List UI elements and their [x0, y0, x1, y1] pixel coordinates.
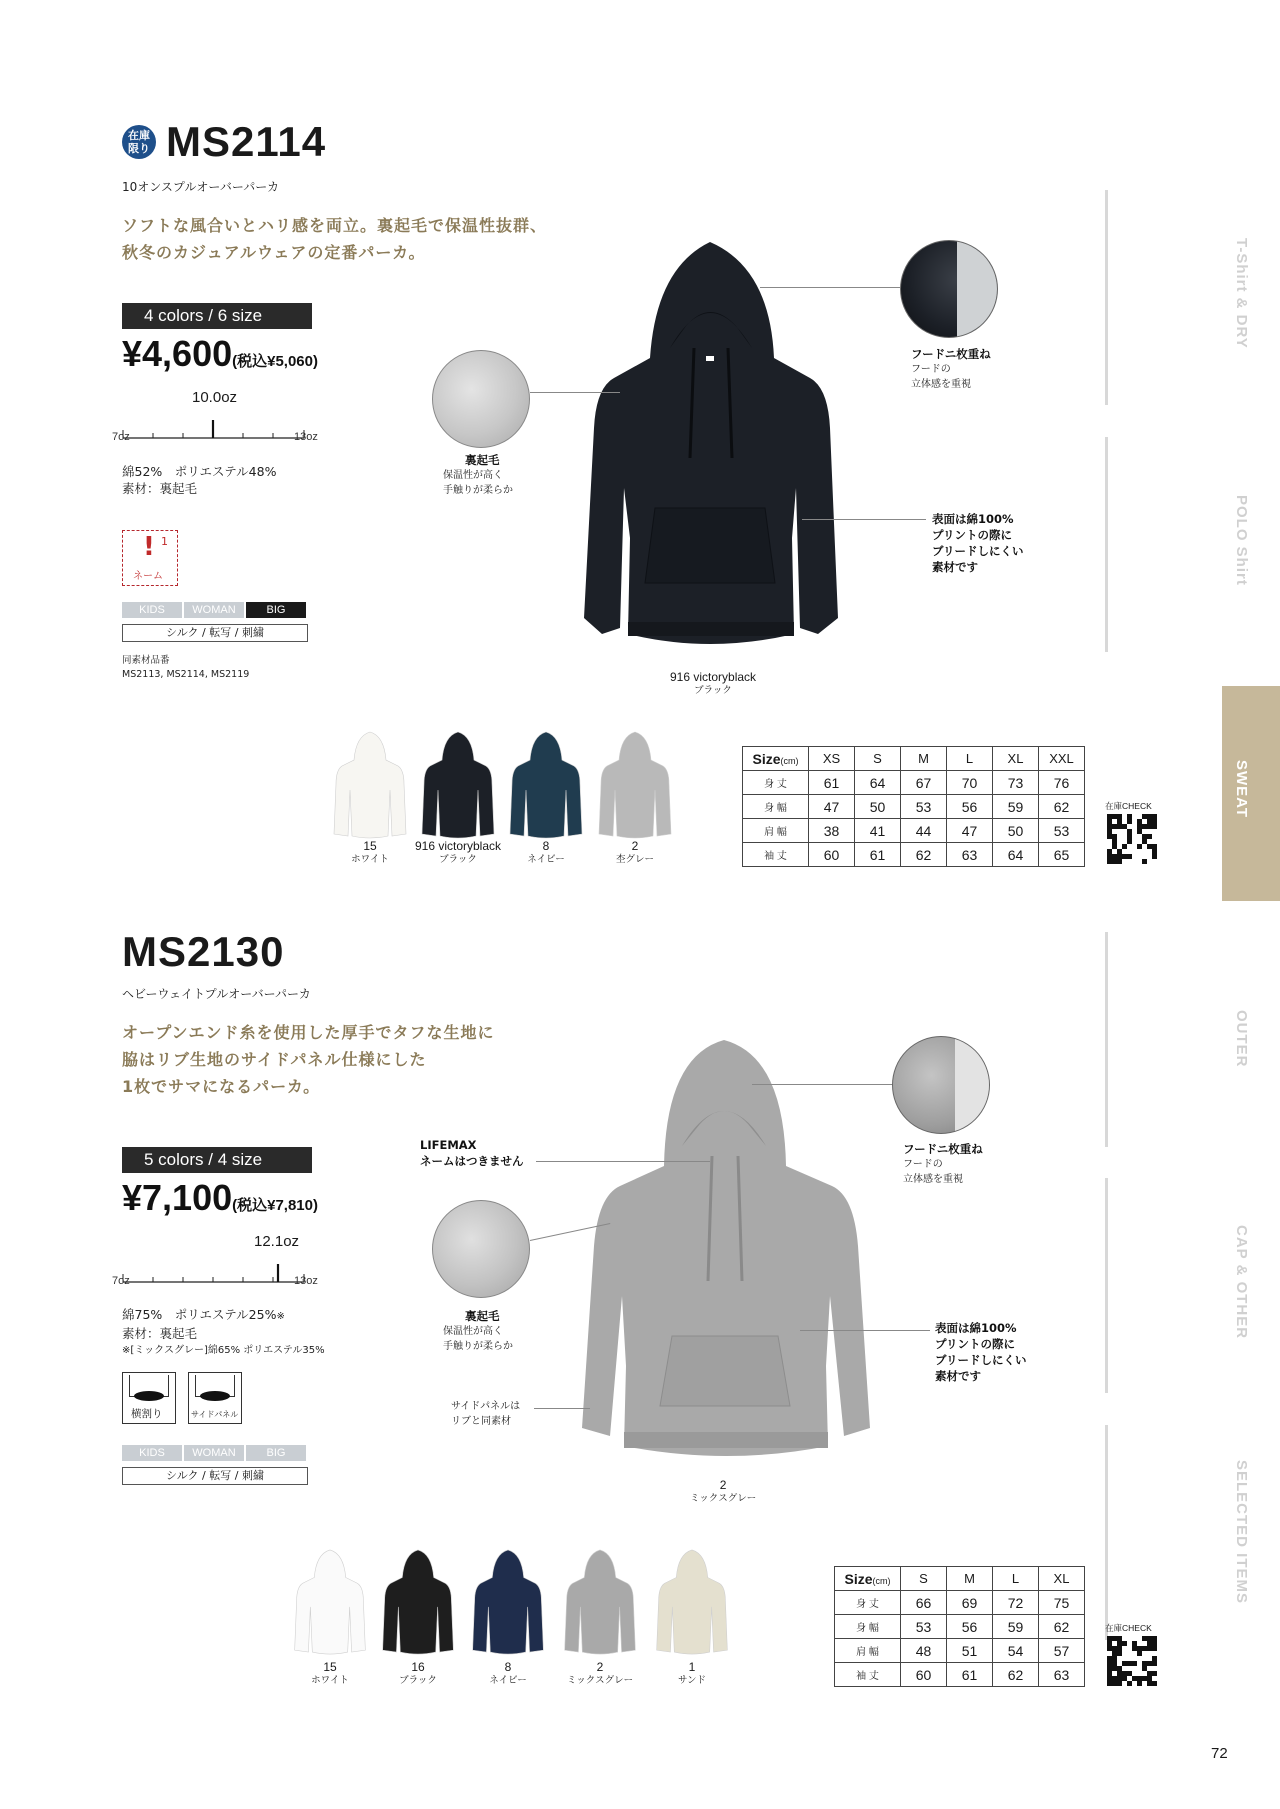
name-icon-number: 1 — [161, 535, 168, 548]
print-methods: シルク / 転写 / 刺繍 — [122, 1467, 308, 1485]
swatch-code: 16 — [411, 1660, 425, 1674]
swatch-heather-gray[interactable] — [597, 730, 673, 840]
swatch-caption — [340, 839, 400, 867]
fit-tags — [122, 1445, 306, 1461]
leader-line — [536, 1161, 710, 1162]
cell: 73 — [993, 771, 1039, 795]
cell: 56 — [947, 795, 993, 819]
callout-cotton-line: 素材です — [935, 1369, 981, 1383]
swatch-caption — [388, 1660, 448, 1688]
size-unit: (cm) — [872, 1575, 891, 1586]
swatch-caption — [662, 1660, 722, 1688]
cell: 62 — [1039, 1615, 1085, 1639]
leader-line — [534, 1408, 590, 1409]
scale-max: 13oz — [294, 1275, 318, 1287]
tag-big: BIG — [246, 1445, 306, 1461]
name-label-icon — [122, 530, 178, 586]
table-row — [743, 843, 1085, 867]
size-header: XXL — [1039, 747, 1085, 771]
swatch-shape — [565, 1550, 636, 1654]
swatch-sand[interactable] — [650, 1548, 734, 1656]
side-divider — [1105, 1425, 1108, 1640]
side-item-selected[interactable]: SELECTED ITEMS — [1233, 1460, 1250, 1605]
material-footnote-mark: ※ — [276, 1311, 285, 1322]
qr-code-icon[interactable] — [1107, 1636, 1157, 1686]
cell: 47 — [809, 795, 855, 819]
price-tax: (税込¥5,060) — [232, 353, 318, 370]
side-item-outer[interactable]: OUTER — [1233, 1010, 1250, 1068]
swatch-code: 2 — [631, 839, 639, 853]
main-color-caption — [670, 670, 756, 698]
callout-cotton — [935, 1320, 1027, 1384]
catch-copy — [122, 1019, 495, 1100]
price — [122, 333, 318, 375]
table-row — [835, 1663, 1085, 1687]
cell: 75 — [1039, 1591, 1085, 1615]
same-material-list: MS2113, MS2114, MS2119 — [122, 669, 250, 680]
side-item-sweat-bg[interactable] — [1222, 686, 1280, 901]
main-color-name: ブラック — [694, 685, 732, 696]
print-methods: シルク / 転写 / 刺繍 — [122, 624, 308, 642]
row-label: 肩 幅 — [743, 819, 809, 843]
cell: 59 — [993, 1615, 1039, 1639]
fleece-detail-image — [432, 1200, 530, 1298]
size-header: L — [947, 747, 993, 771]
callout-hood-title: フードニ枚重ね — [911, 347, 991, 361]
callout-lifemax — [420, 1137, 524, 1169]
cell: 53 — [901, 1615, 947, 1639]
row-label: 身 丈 — [743, 771, 809, 795]
stock-limited-badge — [122, 125, 156, 159]
table-row — [743, 795, 1085, 819]
swatch-black[interactable] — [420, 730, 496, 840]
cell: 50 — [855, 795, 901, 819]
yokowari-label: 横割り — [131, 1408, 163, 1420]
cell: 44 — [901, 819, 947, 843]
cell: 60 — [901, 1663, 947, 1687]
scale-min: 7oz — [112, 431, 130, 443]
size-header: S — [901, 1567, 947, 1591]
catch-line: ソフトな風合いとハリ感を両立。裏起毛で保温性抜群、 — [122, 216, 548, 235]
hood-detail-image — [900, 240, 998, 338]
swatch-white[interactable] — [332, 730, 408, 840]
cell: 62 — [1039, 795, 1085, 819]
callout-hood-body: 立体感を重視 — [911, 379, 971, 390]
swatch-name: サンド — [677, 1675, 707, 1686]
yokowari-icon — [122, 1372, 176, 1424]
size-header: XL — [1039, 1567, 1085, 1591]
side-panel-label: サイドパネル — [191, 1410, 239, 1419]
qr-label: 在庫CHECK — [1105, 1623, 1152, 1633]
callout-hood-body: フードの — [911, 364, 951, 375]
size-header: S — [855, 747, 901, 771]
material-note: ※[ミックスグレー]綿65% ポリエステル35% — [122, 1345, 325, 1356]
cell: 59 — [993, 795, 1039, 819]
swatch-caption — [516, 839, 576, 867]
table-row — [743, 771, 1085, 795]
swatch-code: 8 — [542, 839, 550, 853]
cell: 63 — [1039, 1663, 1085, 1687]
table-row — [743, 819, 1085, 843]
swatch-name: ホワイト — [351, 854, 389, 865]
side-divider — [1105, 190, 1108, 405]
callout-panel-line: リブと同素材 — [451, 1416, 511, 1427]
cell: 64 — [993, 843, 1039, 867]
size-header: M — [947, 1567, 993, 1591]
size-table — [834, 1566, 1085, 1687]
size-header: M — [901, 747, 947, 771]
callout-cotton-line: ブリードしにくい — [932, 544, 1024, 558]
callout-fleece-title: 裏起毛 — [465, 453, 500, 467]
table-row — [835, 1615, 1085, 1639]
cell: 41 — [855, 819, 901, 843]
swatch-name: ホワイト — [311, 1675, 349, 1686]
callout-fleece-body: 保温性が高く — [443, 1326, 503, 1337]
callout-fleece-body: 手触りが柔らか — [443, 1341, 513, 1352]
row-label: 肩 幅 — [835, 1639, 901, 1663]
size-label: Size — [752, 750, 781, 767]
leader-line — [530, 392, 620, 393]
cell: 56 — [947, 1615, 993, 1639]
swatch-code: 15 — [323, 1660, 337, 1674]
catch-line: 秋冬のカジュアルウェアの定番パーカ。 — [122, 243, 426, 262]
catch-line: 脇はリブ生地のサイドパネル仕様にした — [122, 1050, 427, 1069]
tag-big: BIG — [246, 602, 306, 618]
side-item-polo[interactable]: POLO Shirt — [1233, 495, 1250, 586]
cell: 53 — [901, 795, 947, 819]
material-line: 素材：裏起毛 — [122, 1326, 198, 1341]
price-value: ¥4,600 — [122, 333, 233, 374]
callout-panel-line: サイドパネルは — [451, 1401, 521, 1412]
row-label: 身 幅 — [743, 795, 809, 819]
callout-lifemax-line: ネームはつきません — [420, 1154, 524, 1168]
cell: 62 — [901, 843, 947, 867]
material-line: 素材：裏起毛 — [122, 481, 198, 496]
swatch-name: 杢グレー — [615, 854, 654, 865]
qr-label: 在庫CHECK — [1105, 801, 1152, 811]
callout-hood-body: フードの — [903, 1159, 943, 1170]
cell: 72 — [993, 1591, 1039, 1615]
fleece-detail-image — [432, 350, 530, 448]
callout-fleece-body: 手触りが柔らか — [443, 485, 513, 496]
tag-woman: WOMAN — [184, 602, 244, 618]
cell: 50 — [993, 819, 1039, 843]
callout-fleece — [443, 452, 513, 498]
swatch-caption — [478, 1660, 538, 1688]
callout-fleece — [443, 1308, 513, 1354]
row-label: 身 幅 — [835, 1615, 901, 1639]
callout-cotton-line: プリントの際に — [935, 1337, 1016, 1351]
row-label: 袖 丈 — [743, 843, 809, 867]
size-header: XL — [993, 747, 1039, 771]
weight-value: 10.0oz — [192, 389, 238, 406]
cell: 61 — [855, 843, 901, 867]
colors-sizes-label: 5 colors / 4 size — [122, 1147, 312, 1173]
swatch-code: 8 — [504, 1660, 512, 1674]
callout-hood-body: 立体感を重視 — [903, 1174, 963, 1185]
product-name: 10オンスプルオーバーパーカ — [122, 180, 279, 194]
cell: 76 — [1039, 771, 1085, 795]
swatch-caption — [405, 839, 511, 867]
same-material-note — [122, 654, 249, 682]
callout-hood — [911, 346, 991, 392]
material-info — [122, 1306, 325, 1359]
leader-line — [800, 1330, 930, 1331]
same-material-title: 同素材品番 — [122, 655, 170, 666]
swatch-code: 916 victoryblack — [414, 839, 502, 853]
swatch-name: ブラック — [399, 1675, 437, 1686]
cell: 53 — [1039, 819, 1085, 843]
size-table-corner — [835, 1567, 901, 1591]
leader-line — [802, 519, 926, 520]
swatch-shape — [599, 732, 671, 838]
cell: 57 — [1039, 1639, 1085, 1663]
callout-hood-title: フードニ枚重ね — [903, 1142, 983, 1156]
cell: 66 — [901, 1591, 947, 1615]
cell: 64 — [855, 771, 901, 795]
main-color-code: 916 victoryblack — [670, 670, 757, 684]
side-item-cap[interactable]: CAP & OTHER — [1233, 1225, 1250, 1340]
exclamation-icon: ! — [143, 532, 155, 562]
weight-value: 12.1oz — [254, 1233, 300, 1250]
swatch-shape — [510, 732, 582, 838]
price-tax: (税込¥7,810) — [232, 1197, 318, 1214]
row-label: 袖 丈 — [835, 1663, 901, 1687]
callout-cotton — [932, 511, 1024, 575]
cell: 51 — [947, 1639, 993, 1663]
price — [122, 1177, 318, 1219]
cell: 69 — [947, 1591, 993, 1615]
swatch-shape — [657, 1550, 728, 1654]
swatch-caption — [300, 1660, 360, 1688]
swatch-code: 15 — [363, 839, 377, 853]
swatch-code: 1 — [688, 1660, 696, 1674]
tag-kids: KIDS — [122, 602, 182, 618]
cell: 47 — [947, 819, 993, 843]
swatch-mix-gray[interactable] — [558, 1548, 642, 1656]
callout-lifemax-line: LIFEMAX — [420, 1138, 477, 1152]
qr-code-icon[interactable] — [1107, 814, 1157, 864]
swatch-navy[interactable] — [508, 730, 584, 840]
callout-hood — [903, 1141, 983, 1187]
callout-fleece-title: 裏起毛 — [465, 1309, 500, 1323]
side-item-sweat[interactable]: SWEAT — [1233, 760, 1250, 819]
row-label: 身 丈 — [835, 1591, 901, 1615]
cell: 70 — [947, 771, 993, 795]
cell: 60 — [809, 843, 855, 867]
callout-cotton-line: プリントの際に — [932, 528, 1013, 542]
weight-scale — [121, 407, 306, 453]
main-product-image — [560, 238, 860, 666]
cell: 38 — [809, 819, 855, 843]
callout-cotton-line: 表面は綿100% — [935, 1321, 1017, 1335]
cell: 48 — [901, 1639, 947, 1663]
callout-fleece-body: 保温性が高く — [443, 470, 503, 481]
swatch-name: ブラック — [439, 854, 477, 865]
swatch-caption — [560, 1660, 640, 1688]
main-product-image — [552, 1036, 902, 1462]
size-unit: (cm) — [780, 755, 799, 766]
hood-detail-image — [892, 1036, 990, 1134]
colors-sizes-label: 4 colors / 6 size — [122, 303, 312, 329]
cell: 65 — [1039, 843, 1085, 867]
cell: 61 — [947, 1663, 993, 1687]
swatch-shape — [295, 1550, 366, 1654]
size-label: Size — [844, 1570, 873, 1587]
swatch-shape — [334, 732, 406, 838]
model-number: MS2114 — [166, 118, 327, 165]
size-table — [742, 746, 1085, 867]
side-item-tshirt[interactable]: T-Shirt & DRY — [1233, 238, 1250, 349]
scale-min: 7oz — [112, 1275, 130, 1287]
table-row — [835, 1591, 1085, 1615]
page-number: 72 — [1211, 1745, 1228, 1762]
name-icon-label: ネーム — [133, 571, 163, 582]
swatch-white[interactable] — [288, 1548, 372, 1656]
callout-cotton-line: 表面は綿100% — [932, 512, 1014, 526]
callout-cotton-line: 素材です — [932, 560, 978, 574]
swatch-name: ネイビー — [489, 1675, 527, 1686]
main-color-name: ミックスグレー — [690, 1493, 757, 1504]
tag-woman: WOMAN — [184, 1445, 244, 1461]
cell: 54 — [993, 1639, 1039, 1663]
product-name: ヘビーウェイトプルオーバーパーカ — [122, 987, 311, 1001]
callout-cotton-line: ブリードしにくい — [935, 1353, 1027, 1367]
catch-copy — [122, 212, 547, 266]
material-line: 綿75% ポリエステル25% — [122, 1307, 277, 1322]
main-color-caption — [690, 1478, 756, 1506]
leader-line — [760, 287, 900, 288]
weight-scale — [121, 1251, 306, 1297]
swatch-code: 2 — [596, 1660, 604, 1674]
main-color-code: 2 — [719, 1478, 727, 1492]
side-divider — [1105, 1178, 1108, 1393]
material-info — [122, 463, 276, 497]
cell: 61 — [809, 771, 855, 795]
price-value: ¥7,100 — [122, 1177, 233, 1218]
cell: 67 — [901, 771, 947, 795]
catch-line: 1枚でサマになるパーカ。 — [122, 1077, 321, 1096]
catch-line: オープンエンド糸を使用した厚手でタフな生地に — [122, 1023, 495, 1042]
swatch-caption — [605, 839, 665, 867]
badge-line: 限り — [128, 142, 150, 155]
table-row — [835, 1639, 1085, 1663]
swatch-shape — [383, 1550, 454, 1654]
swatch-shape — [422, 732, 494, 838]
leader-line — [752, 1084, 892, 1085]
callout-side-panel — [451, 1399, 520, 1429]
swatch-navy[interactable] — [466, 1548, 550, 1656]
badge-line: 在庫 — [128, 129, 150, 142]
fit-tags — [122, 602, 306, 618]
swatch-black[interactable] — [376, 1548, 460, 1656]
swatch-name: ネイビー — [527, 854, 565, 865]
side-divider — [1105, 932, 1108, 1147]
tag-kids: KIDS — [122, 1445, 182, 1461]
side-panel-icon — [188, 1372, 242, 1424]
material-line: 綿52% ポリエステル48% — [122, 464, 277, 479]
cell: 63 — [947, 843, 993, 867]
side-divider — [1105, 437, 1108, 652]
size-header: L — [993, 1567, 1039, 1591]
size-header: XS — [809, 747, 855, 771]
size-table-corner — [743, 747, 809, 771]
model-number: MS2130 — [122, 928, 285, 975]
swatch-shape — [473, 1550, 544, 1654]
swatch-name: ミックスグレー — [566, 1675, 634, 1686]
scale-max: 13oz — [294, 431, 318, 443]
cell: 62 — [993, 1663, 1039, 1687]
